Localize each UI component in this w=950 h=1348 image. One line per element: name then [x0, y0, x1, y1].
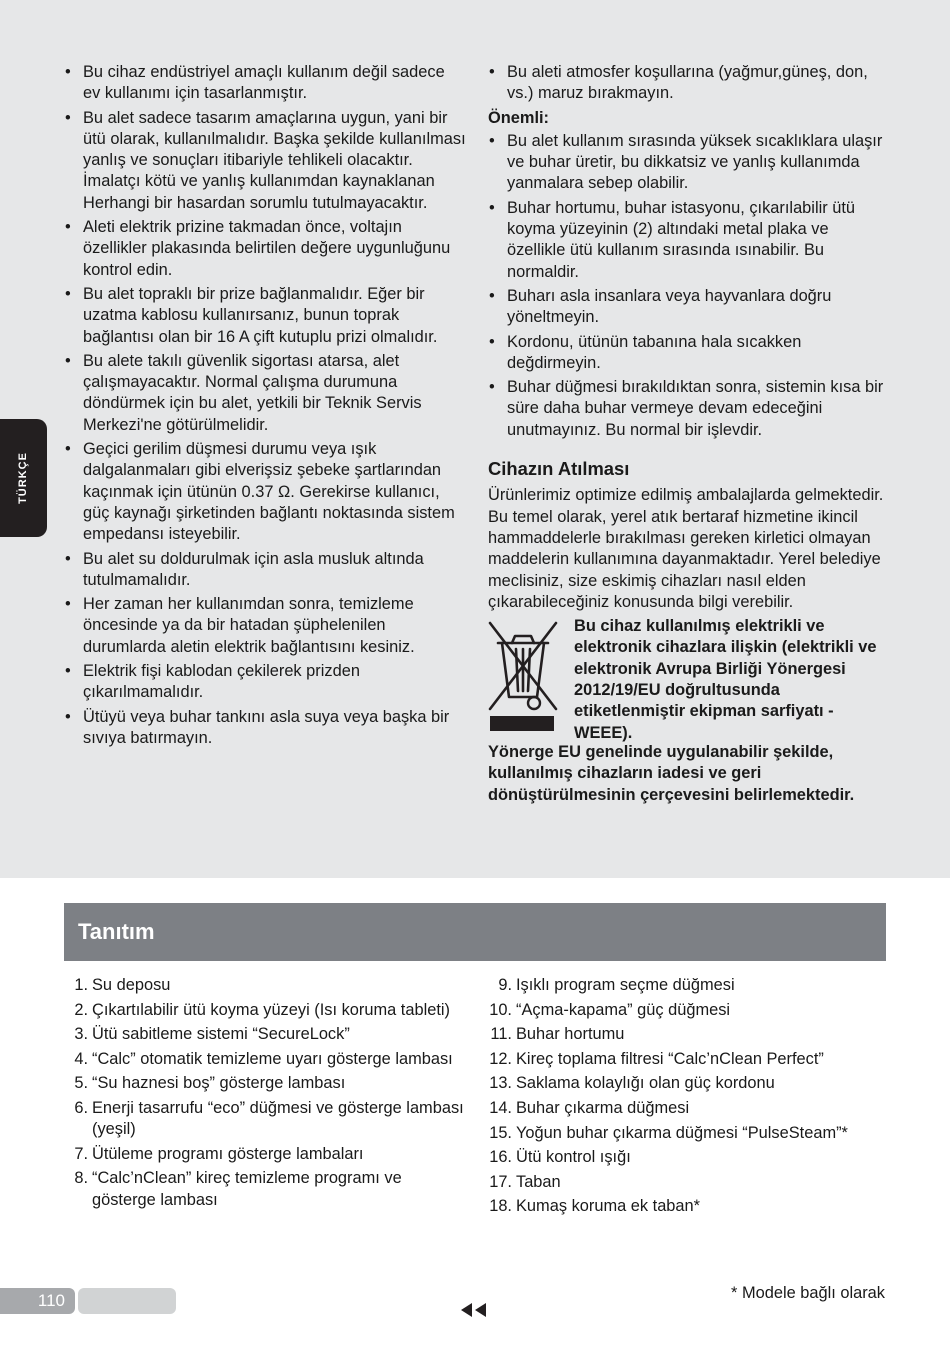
part-number: 14.	[489, 1098, 512, 1117]
important-item: • Buhar hortumu, buhar istasyonu, çıkarılabilir ütü koyma yüzeyinin (2) altındaki metal plaka ve özellikle ütü kullanım sırasında ısınabilir. Bu normaldir.	[488, 198, 888, 283]
part-number: 15.	[489, 1123, 512, 1142]
part-number: 11.	[490, 1025, 512, 1044]
part-label: Kumaş koruma ek taban*	[516, 1197, 701, 1216]
part-label: “Calc’nClean” kireç temizleme programı ve gösterge lambası	[92, 1169, 402, 1209]
section-header	[64, 903, 886, 961]
part-number: 8.	[74, 1169, 88, 1188]
weee-note: Yönerge EU genelinde uygulanabilir şekilde, kullanılmış cihazların iadesi ve geri dönüştürülmesinin çerçevesini belirlemektedir.	[488, 743, 855, 804]
part-item	[64, 1049, 464, 1070]
part-item	[64, 1098, 464, 1141]
part-item	[64, 1024, 464, 1045]
safety-item: • Elektrik fişi kablodan çekilerek prizden çıkarılmamalıdır.	[64, 661, 466, 704]
part-item	[64, 975, 464, 996]
part-label: Kireç toplama filtresi “Calc’nClean Perfect”	[516, 1049, 824, 1068]
important-item: • Buhar düğmesi bırakıldıktan sonra, sistemin kısa bir süre daha buhar vermeye devam edeceğini unutmayınız. Bu normal bir işlevdir.	[488, 377, 888, 441]
safety-column-left	[64, 62, 466, 752]
part-label: Işıklı program seçme düğmesi	[516, 976, 735, 994]
part-label: “Calc” otomatik temizleme uyarı gösterge lambası	[92, 1049, 453, 1068]
important-item: • Bu alet kullanım sırasında yüksek sıcaklıklara ulaşır ve buhar üretir, bu dikkatsiz ve yanlış kullanımda yanmalara sebep olabilir.	[488, 131, 888, 195]
part-label: Ütü sabitleme sistemi “SecureLock”	[92, 1025, 350, 1044]
important-list	[488, 131, 888, 441]
part-number: 1.	[74, 976, 88, 994]
safety-item: • Bu alet sadece tasarım amaçlarına uygun, yani bir ütü olarak, kullanılmalıdır. Başka şekilde kullanılması yanlış ve sonuçları itibariyle tehlikeli olacaktır. İmalatçı kötü ve yanlış kullanımdan kaynaklanan Herhangi bir hasardan sorumlu tutulmayacaktır.	[64, 108, 466, 214]
part-label: Çıkartılabilir ütü koyma yüzeyi (Isı koruma tableti)	[92, 1000, 450, 1019]
part-item	[488, 975, 888, 996]
part-label: Ütü kontrol ışığı	[516, 1148, 631, 1167]
safety-item: • Bu aleti atmosfer koşullarına (yağmur,güneş, don, vs.) maruz bırakmayın.	[488, 62, 888, 105]
part-label: Buhar hortumu	[516, 1025, 625, 1044]
part-number: 7.	[74, 1144, 88, 1163]
part-label: Taban	[516, 1172, 561, 1191]
safety-item: • Geçici gerilim düşmesi durumu veya ışık dalgalanmaları gibi elverişsiz şebeke şartlarından kaçınmak için ütünün 0.37 Ω. Gerekirse kullanıcı, güç kaynağı şirketinden bağlantı noktasında sistem empedansı isteyebilir.	[64, 439, 466, 545]
part-label: Su deposu	[92, 976, 171, 994]
safety-list-right	[488, 62, 888, 105]
part-label: Saklama kolaylığı olan güç kordonu	[516, 1074, 775, 1093]
safety-item: • Ütüyü veya buhar tankını asla suya veya başka bir sıvıya batırmayın.	[64, 707, 466, 750]
part-number: 5.	[74, 1074, 88, 1093]
part-item	[488, 1147, 888, 1168]
part-number: 16.	[489, 1148, 512, 1167]
part-number: 4.	[74, 1049, 88, 1068]
part-item	[64, 1144, 464, 1165]
important-item: • Kordonu, ütünün tabanına hala sıcakken değdirmeyin.	[488, 332, 888, 375]
part-item	[488, 1049, 888, 1070]
safety-item: • Aleti elektrik prizine takmadan önce, voltajın özellikler plakasında belirtilen değere uygunluğunu kontrol edin.	[64, 217, 466, 281]
part-label: Enerji tasarrufu “eco” düğmesi ve gösterge lambası (yeşil)	[92, 1098, 464, 1139]
page-bar	[78, 1288, 176, 1314]
part-number: 6.	[74, 1098, 88, 1117]
part-number: 13.	[489, 1074, 512, 1093]
part-item	[488, 1123, 888, 1144]
safety-item: • Her zaman her kullanımdan sonra, temizleme öncesinde ya da bir hatadan şüphelenilen durumlarda aletin elektrik bağlantısını kesiniz.	[64, 594, 466, 658]
safety-column-right	[488, 62, 888, 806]
part-number: 2.	[74, 1000, 88, 1019]
part-item	[488, 1098, 888, 1119]
disposal-heading: Cihazın Atılması	[488, 458, 630, 480]
page-number: 110	[37, 1291, 65, 1310]
part-item	[64, 1073, 464, 1094]
part-item	[488, 1172, 888, 1193]
part-item	[488, 1024, 888, 1045]
part-label: Ütüleme programı gösterge lambaları	[92, 1144, 364, 1163]
part-item	[488, 1000, 888, 1021]
part-number: 3.	[74, 1025, 88, 1044]
page-number-box	[0, 1288, 75, 1314]
part-item	[64, 1168, 464, 1211]
crossed-bin-icon	[488, 619, 558, 731]
safety-list-left	[64, 62, 466, 749]
part-number: 10.	[489, 1000, 512, 1019]
weee-block	[488, 616, 888, 744]
part-label: Buhar çıkarma düğmesi	[516, 1098, 690, 1117]
parts-list-left	[64, 975, 464, 1214]
language-tab	[0, 419, 47, 537]
part-number: 18.	[489, 1197, 512, 1216]
safety-item: • Bu alet topraklı bir prize bağlanmalıdır. Eğer bir uzatma kablosu kullanırsanız, bunun toprak bağlantısı olan bir 16 A çift kutuplu prizi olmalıdır.	[64, 284, 466, 348]
part-item	[64, 1000, 464, 1021]
part-number: 17.	[489, 1172, 512, 1191]
weee-text: Bu cihaz kullanılmış elektrikli ve elektronik cihazlara ilişkin (elektrikli ve elektronik Avrupa Birliği Yönergesi 2012/19/EU doğrultusunda etiketlenmiştir ekipman sarfiyatı - WEEE).	[574, 617, 877, 742]
important-heading: Önemli:	[488, 108, 550, 127]
part-label: “Açma-kapama” güç düğmesi	[516, 1000, 731, 1019]
parts-list-right	[488, 975, 888, 1221]
part-item	[488, 1196, 888, 1217]
part-label: Yoğun buhar çıkarma düğmesi “PulseSteam”*	[516, 1123, 848, 1142]
safety-item: • Bu alet su doldurulmak için asla musluk altında tutulmamalıdır.	[64, 549, 466, 592]
safety-item: • Bu cihaz endüstriyel amaçlı kullanım değil sadece ev kullanımı için tasarlanmıştır.	[64, 62, 466, 105]
disposal-text: Ürünlerimiz optimize edilmiş ambalajlarda gelmektedir. Bu temel olarak, yerel atık bertaraf hizmetine ikincil hammaddelerle bırakılması gereken kirletici olmayan maddelerin kullanımına dayanmaktadır. Yerel belediye meclisiniz, size eskimiş cihazları nasıl elden çıkarabileceğiniz konusunda bilgi verebilir.	[488, 486, 884, 611]
footnote: * Modele bağlı olarak	[731, 1284, 885, 1302]
part-number: 12.	[489, 1049, 512, 1068]
safety-item: • Bu alete takılı güvenlik sigortası atarsa, alet çalışmayacaktır. Normal çalışma durumuna döndürmek için bu alet, yetkili bir Teknik Servis Merkezi'ne götürülmelidir.	[64, 351, 466, 436]
double-left-arrow-icon[interactable]	[460, 1302, 488, 1318]
part-number: 9.	[498, 976, 512, 994]
section-title: Tanıtım	[78, 919, 155, 944]
language-tab-label: TÜRKÇE	[17, 452, 29, 504]
important-item: • Buharı asla insanlara veya hayvanlara doğru yöneltmeyin.	[488, 286, 888, 329]
part-label: “Su haznesi boş” gösterge lambası	[92, 1074, 346, 1093]
part-item	[488, 1073, 888, 1094]
